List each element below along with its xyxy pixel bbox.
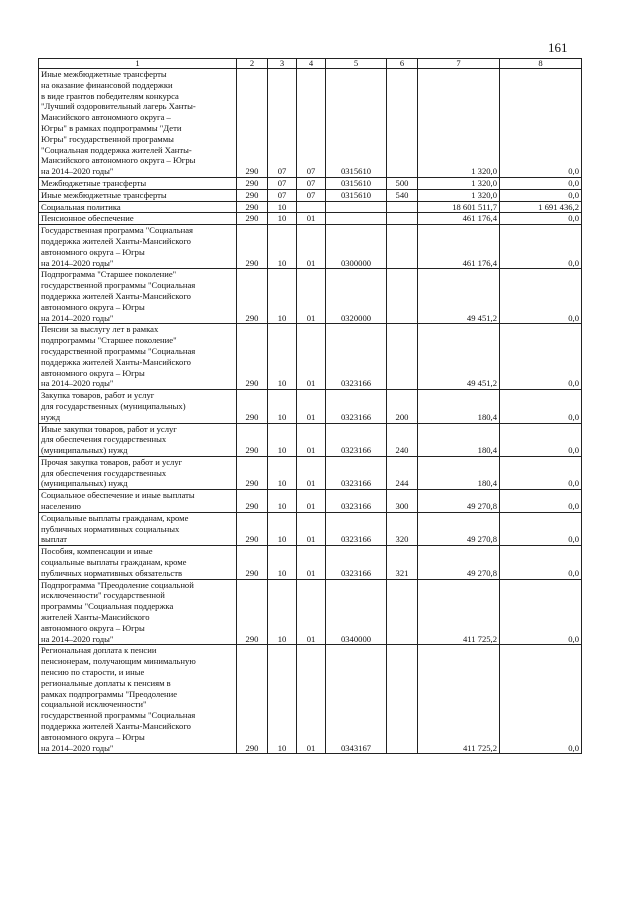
item-name-line: рамках подпрограммы "Преодоление [41, 688, 178, 699]
item-name-line: Подпрограмма "Преодоление социальной [41, 579, 194, 590]
amount-cell: 0,0 [500, 490, 582, 513]
item-name-line: Иные межбюджетные трансферты [41, 69, 167, 79]
subsection-code-cell: 01 [297, 390, 326, 423]
item-name-cell [39, 269, 237, 324]
table-row [39, 512, 582, 545]
table-row [39, 225, 582, 269]
table-row [39, 579, 582, 645]
expense-type-code-cell [387, 324, 418, 390]
expense-type-code-cell [387, 225, 418, 269]
item-name-line: на 2014–2020 годы" [41, 166, 114, 177]
expense-type-code-cell: 244 [387, 456, 418, 489]
amount-cell: 180,4 [418, 423, 500, 456]
item-name-cell [39, 177, 237, 189]
section-code-cell: 07 [268, 69, 297, 178]
amount-cell: 461 176,4 [418, 213, 500, 225]
subsection-code-cell: 01 [297, 324, 326, 390]
amount-cell: 0,0 [500, 177, 582, 189]
item-name-line: подпрограммы "Старшее поколение" [41, 335, 177, 346]
chapter-code-cell: 290 [237, 490, 268, 513]
section-code-cell: 10 [268, 579, 297, 645]
item-name-cell [39, 69, 237, 178]
subsection-code-cell: 07 [297, 69, 326, 178]
table-row [39, 456, 582, 489]
target-item-code-cell: 0323166 [326, 512, 387, 545]
subsection-code-cell: 01 [297, 579, 326, 645]
item-name-line: Социальные выплаты гражданам, кроме [41, 512, 189, 523]
amount-cell: 1 691 436,2 [500, 201, 582, 213]
item-name-line: Государственная программа "Социальная [41, 225, 193, 236]
item-name-line: Подпрограмма "Старшее поколение" [41, 269, 177, 280]
item-name-cell [39, 213, 237, 225]
item-name-line: автономного округа – Югры [41, 301, 145, 312]
item-name-line: поддержка жителей Ханты-Мансийского [41, 235, 191, 246]
item-name-cell [39, 645, 237, 754]
item-name-line: автономного округа – Югры [41, 731, 145, 742]
item-name-line: жителей Ханты-Мансийского [41, 612, 150, 623]
item-name-line: региональные доплаты к пенсиям в [41, 677, 171, 688]
table-row [39, 390, 582, 423]
section-code-cell: 10 [268, 269, 297, 324]
amount-cell: 411 725,2 [418, 645, 500, 754]
amount-cell: 0,0 [500, 324, 582, 390]
item-name-cell [39, 423, 237, 456]
target-item-code-cell: 0323166 [326, 490, 387, 513]
column-number: 4 [297, 59, 326, 69]
item-name-line: пенсионерам, получающим минимальную [41, 656, 196, 667]
section-code-cell: 10 [268, 225, 297, 269]
item-name-line: Иные межбюджетные трансферты [41, 189, 167, 200]
subsection-code-cell: 01 [297, 213, 326, 225]
page-number: 161 [548, 40, 568, 55]
amount-cell: 49 270,8 [418, 512, 500, 545]
item-name-line: исключенности" государственной [41, 590, 165, 601]
section-code-cell: 10 [268, 213, 297, 225]
table-row [39, 69, 582, 178]
target-item-code-cell [326, 201, 387, 213]
chapter-code-cell: 290 [237, 456, 268, 489]
item-name-line: Региональная доплата к пенсии [41, 645, 157, 656]
amount-cell: 0,0 [500, 579, 582, 645]
column-number-row [39, 59, 582, 69]
chapter-code-cell: 290 [237, 390, 268, 423]
item-name-cell [39, 225, 237, 269]
amount-cell: 461 176,4 [418, 225, 500, 269]
subsection-code-cell: 01 [297, 546, 326, 579]
amount-cell: 1 320,0 [418, 177, 500, 189]
target-item-code-cell: 0343167 [326, 645, 387, 754]
item-name-line: Межбюджетные трансферты [41, 177, 147, 188]
column-number: 6 [387, 59, 418, 69]
item-name-line: на 2014–2020 годы" [41, 378, 114, 389]
amount-cell: 0,0 [500, 269, 582, 324]
item-name-line: населению [41, 501, 81, 512]
section-code-cell: 07 [268, 189, 297, 201]
target-item-code-cell: 0320000 [326, 269, 387, 324]
amount-cell: 49 270,8 [418, 546, 500, 579]
item-name-line: Пособия, компенсации и иные [41, 546, 153, 557]
column-number: 1 [39, 59, 237, 69]
chapter-code-cell: 290 [237, 546, 268, 579]
chapter-code-cell: 290 [237, 423, 268, 456]
table-row [39, 324, 582, 390]
item-name-line: (муниципальных) нужд [41, 478, 128, 489]
table-row [39, 546, 582, 579]
item-name-line: на 2014–2020 годы" [41, 742, 114, 753]
column-number: 7 [418, 59, 500, 69]
column-number: 2 [237, 59, 268, 69]
section-code-cell: 10 [268, 390, 297, 423]
item-name-line: "Лучший оздоровительный лагерь Ханты- [41, 101, 196, 112]
item-name-line: Пенсионное обеспечение [41, 213, 134, 224]
item-name-line: для обеспечения государственных [41, 434, 167, 445]
column-number: 5 [326, 59, 387, 69]
subsection-code-cell: 01 [297, 512, 326, 545]
subsection-code-cell: 07 [297, 189, 326, 201]
section-code-cell: 10 [268, 512, 297, 545]
item-name-cell [39, 512, 237, 545]
expense-type-code-cell [387, 579, 418, 645]
amount-cell: 0,0 [500, 225, 582, 269]
item-name-line: Мансийского автономного округа – [41, 112, 171, 123]
expense-type-code-cell [387, 201, 418, 213]
item-name-line: Мансийского автономного округа – Югры [41, 155, 196, 166]
item-name-cell [39, 201, 237, 213]
item-name-line: поддержка жителей Ханты-Мансийского [41, 721, 191, 732]
item-name-line: на 2014–2020 годы" [41, 257, 114, 268]
chapter-code-cell: 290 [237, 645, 268, 754]
item-name-line: (муниципальных) нужд [41, 445, 128, 456]
item-name-line: для обеспечения государственных [41, 467, 167, 478]
expense-type-code-cell: 200 [387, 390, 418, 423]
section-code-cell: 10 [268, 324, 297, 390]
subsection-code-cell: 01 [297, 645, 326, 754]
item-name-cell [39, 324, 237, 390]
item-name-line: поддержка жителей Ханты-Мансийского [41, 356, 191, 367]
chapter-code-cell: 290 [237, 201, 268, 213]
item-name-line: на оказание финансовой поддержки [41, 79, 173, 90]
expense-type-code-cell [387, 645, 418, 754]
table-row [39, 213, 582, 225]
table-row [39, 269, 582, 324]
amount-cell: 0,0 [500, 546, 582, 579]
expense-type-code-cell: 320 [387, 512, 418, 545]
expense-type-code-cell: 540 [387, 189, 418, 201]
amount-cell: 49 451,2 [418, 269, 500, 324]
item-name-line: нужд [41, 411, 61, 422]
subsection-code-cell: 01 [297, 423, 326, 456]
item-name-line: Югры" государственной программы [41, 133, 174, 144]
item-name-line: государственной программы "Социальная [41, 710, 196, 721]
item-name-line: Иные закупки товаров, работ и услуг [41, 423, 177, 434]
amount-cell: 0,0 [500, 213, 582, 225]
item-name-cell [39, 579, 237, 645]
table-row [39, 189, 582, 201]
amount-cell: 0,0 [500, 423, 582, 456]
amount-cell: 411 725,2 [418, 579, 500, 645]
item-name-line: Социальное обеспечение и иные выплаты [41, 490, 195, 501]
amount-cell: 18 601 511,7 [418, 201, 500, 213]
amount-cell: 1 320,0 [418, 69, 500, 178]
section-code-cell: 10 [268, 456, 297, 489]
expense-type-code-cell: 240 [387, 423, 418, 456]
item-name-line: публичных нормативных обязательств [41, 567, 183, 578]
expense-type-code-cell [387, 269, 418, 324]
item-name-cell [39, 490, 237, 513]
chapter-code-cell: 290 [237, 269, 268, 324]
expense-type-code-cell: 300 [387, 490, 418, 513]
table-row [39, 177, 582, 189]
item-name-line: государственной программы "Социальная [41, 280, 196, 291]
table-row [39, 645, 582, 754]
target-item-code-cell: 0323166 [326, 546, 387, 579]
target-item-code-cell: 0315610 [326, 69, 387, 178]
item-name-line: для государственных (муниципальных) [41, 400, 186, 411]
subsection-code-cell [297, 201, 326, 213]
item-name-line: публичных нормативных социальных [41, 523, 180, 534]
chapter-code-cell: 290 [237, 579, 268, 645]
subsection-code-cell: 01 [297, 456, 326, 489]
expense-type-code-cell [387, 213, 418, 225]
amount-cell: 49 270,8 [418, 490, 500, 513]
target-item-code-cell: 0323166 [326, 456, 387, 489]
item-name-line: в виде грантов победителям конкурса [41, 90, 179, 101]
amount-cell: 0,0 [500, 512, 582, 545]
chapter-code-cell: 290 [237, 213, 268, 225]
target-item-code-cell [326, 213, 387, 225]
section-code-cell: 07 [268, 177, 297, 189]
amount-cell: 49 451,2 [418, 324, 500, 390]
item-name-cell [39, 456, 237, 489]
target-item-code-cell: 0315610 [326, 177, 387, 189]
item-name-line: государственной программы "Социальная [41, 345, 196, 356]
item-name-cell [39, 189, 237, 201]
amount-cell: 1 320,0 [418, 189, 500, 201]
item-name-line: социальной исключенности" [41, 699, 147, 710]
item-name-line: Закупка товаров, работ и услуг [41, 390, 155, 401]
chapter-code-cell: 290 [237, 512, 268, 545]
amount-cell: 0,0 [500, 69, 582, 178]
section-code-cell: 10 [268, 423, 297, 456]
subsection-code-cell: 07 [297, 177, 326, 189]
amount-cell: 180,4 [418, 456, 500, 489]
section-code-cell: 10 [268, 645, 297, 754]
item-name-cell [39, 546, 237, 579]
chapter-code-cell: 290 [237, 189, 268, 201]
expense-type-code-cell: 321 [387, 546, 418, 579]
item-name-line: на 2014–2020 годы" [41, 312, 114, 323]
chapter-code-cell: 290 [237, 69, 268, 178]
table-row [39, 490, 582, 513]
item-name-line: Пенсии за выслугу лет в рамках [41, 324, 159, 335]
section-code-cell: 10 [268, 546, 297, 579]
chapter-code-cell: 290 [237, 324, 268, 390]
target-item-code-cell: 0323166 [326, 390, 387, 423]
chapter-code-cell: 290 [237, 225, 268, 269]
item-name-line: Социальная политика [41, 201, 121, 212]
column-number: 8 [500, 59, 582, 69]
expense-type-code-cell: 500 [387, 177, 418, 189]
table-row [39, 423, 582, 456]
subsection-code-cell: 01 [297, 490, 326, 513]
target-item-code-cell: 0323166 [326, 324, 387, 390]
column-number: 3 [268, 59, 297, 69]
item-name-line: на 2014–2020 годы" [41, 633, 114, 644]
section-code-cell: 10 [268, 490, 297, 513]
item-name-line: социальные выплаты гражданам, кроме [41, 557, 187, 568]
chapter-code-cell: 290 [237, 177, 268, 189]
amount-cell: 0,0 [500, 456, 582, 489]
item-name-line: программы "Социальная поддержка [41, 601, 174, 612]
expense-type-code-cell [387, 69, 418, 178]
subsection-code-cell: 01 [297, 225, 326, 269]
item-name-cell [39, 390, 237, 423]
amount-cell: 0,0 [500, 189, 582, 201]
item-name-line: автономного округа – Югры [41, 246, 145, 257]
amount-cell: 180,4 [418, 390, 500, 423]
budget-table [38, 58, 582, 754]
table-row [39, 201, 582, 213]
subsection-code-cell: 01 [297, 269, 326, 324]
section-code-cell: 10 [268, 201, 297, 213]
item-name-line: пенсию по старости, и иные [41, 667, 145, 678]
item-name-line: "Социальная поддержка жителей Ханты- [41, 144, 192, 155]
target-item-code-cell: 0315610 [326, 189, 387, 201]
item-name-line: Югры" в рамках подпрограммы "Дети [41, 122, 182, 133]
item-name-line: автономного округа – Югры [41, 367, 145, 378]
target-item-code-cell: 0300000 [326, 225, 387, 269]
item-name-line: автономного округа – Югры [41, 622, 145, 633]
item-name-line: поддержка жителей Ханты-Мансийского [41, 290, 191, 301]
item-name-line: Прочая закупка товаров, работ и услуг [41, 456, 183, 467]
amount-cell: 0,0 [500, 390, 582, 423]
item-name-line: выплат [41, 534, 68, 545]
amount-cell: 0,0 [500, 645, 582, 754]
target-item-code-cell: 0340000 [326, 579, 387, 645]
target-item-code-cell: 0323166 [326, 423, 387, 456]
